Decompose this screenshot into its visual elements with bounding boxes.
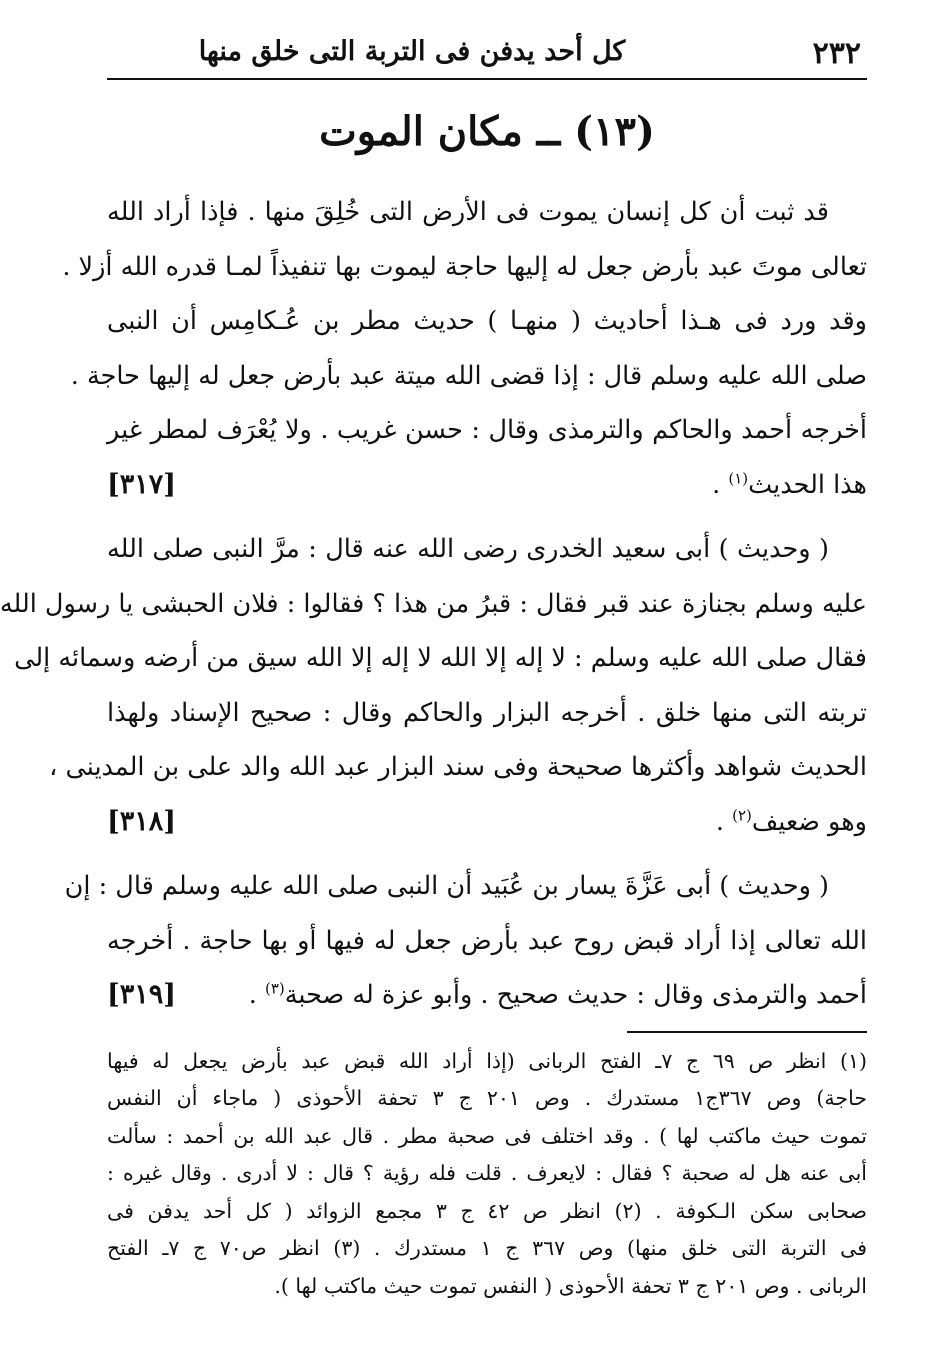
paragraph-2	[0, 522, 867, 849]
hadith-number: [٣١٧]	[107, 468, 177, 500]
hadith-number: [٣١٨]	[107, 805, 177, 837]
footnote-line: حاجة) وص ٣٦٧ج١ مستدرك . وص ٢٠١ ج ٣ تحفة الأحوذى ( ماجاء أن النفس	[107, 1086, 868, 1111]
footnotes	[107, 1043, 867, 1306]
last-line-text: هذا الحديث	[748, 469, 867, 500]
footnote-ref[interactable]: (١)	[728, 469, 749, 487]
footnote-line: فى التربة التى خلق منها) وص ٣٦٧ ج ١ مستدرك . (٣) انظر ص٧٠ ج ٧ـ الفتح	[107, 1236, 868, 1261]
text-line-last: وهو ضعيف$^{(٢)}$ . [٣١٨]	[107, 795, 867, 850]
text-line: تربته التى منها خلق . أخرجه البزار والحاكم وقال : صحيح الإسناد ولهذا	[107, 697, 867, 728]
text-line: الله تعالى إذا أراد قبض روح عبد بأرض جعل له فيها أو بها حاجة . أخرجه	[107, 925, 867, 956]
footnote-line: أبى عنه هل له صحبة ؟ فقال : لايعرف . قلت فله رؤية ؟ قال : لا أدرى . وقال غيره :	[107, 1161, 867, 1186]
footnote-ref[interactable]: (٢)	[732, 806, 752, 824]
page-number: ٢٣٢	[812, 36, 861, 71]
paragraph-3	[64, 859, 867, 1023]
text-line: وقد ورد فى هـذا أحاديث ( منهـا ) حديث مطر بن عُـكامِس أن النبى	[107, 306, 867, 336]
hadith-number: [٣١٩]	[107, 979, 177, 1010]
chapter-title: (١٣) ــ مكان الموت	[319, 108, 655, 155]
paragraph-1	[62, 185, 867, 512]
text-line-last: أحمد والترمذى وقال : حديث صحيح . وأبو عزة له صحبة$^{(٣)}$ . [٣١٩]	[107, 968, 867, 1023]
text-line: عليه وسلم بجنازة عند قبر فقال : قبرُ من هذا ؟ فقالوا : فلان الحبشى يا رسول الله	[0, 588, 867, 619]
body-text	[0, 185, 867, 1023]
footnote-line: صحابى سكن الـكوفة . (٢) انظر ص ٤٢ ج ٣ مجمع الزوائد ( كل أحد يدفن فى	[107, 1198, 867, 1223]
running-header	[107, 30, 867, 80]
text-line: قد ثبت أن كل إنسان يموت فى الأرض التى خُلِقَ منها . فإذا أراد الله	[107, 197, 829, 227]
text-line: تعالى موتَ عبد بأرض جعل له إليها حاجة ليموت بها تنفيذاً لمـا قدره الله أزلا .	[62, 251, 867, 282]
footnote-line: (١) انظر ص ٦٩ ج ٧ـ الفتح الربانى (إذا أراد الله قبض عبد بأرض يجعل له فيها	[107, 1048, 867, 1073]
book-page	[0, 30, 868, 1350]
last-line-text: أحمد والترمذى وقال : حديث صحيح . وأبو عزة له صحبة	[284, 980, 867, 1010]
footnote-line: الربانى . وص ٢٠١ ج ٣ تحفة الأحوذى ( النفس تموت حيث ماكتب لها ).	[274, 1274, 867, 1299]
text-line: فقال صلى الله عليه وسلم : لا إله إلا الله لا إله إلا الله سيق من أرضه وسمائه إلى	[14, 643, 867, 673]
text-line: الحديث شواهد وأكثرها صحيحة وفى سند البزار عبد الله والد على بن المدينى ،	[49, 752, 867, 782]
footnote-line: تموت حيث ماكتب لها ) . وقد اختلف فى صحبة مطر . قال عبد الله بن أحمد : سألت	[107, 1123, 867, 1148]
text-line: صلى الله عليه وسلم قال : إذا قضى الله ميتة عبد بأرض جعل له إليها حاجة .	[70, 360, 867, 391]
running-title: كل أحد يدفن فى التربة التى خلق منها	[198, 36, 626, 67]
text-line-last: هذا الحديث$^{(١)}$ . [٣١٧]	[107, 458, 867, 513]
text-line: أخرجه أحمد والحاكم والترمذى وقال : حسن غريب . ولا يُعْرَف لمطر غير	[107, 415, 867, 445]
last-line-text: وهو ضعيف	[751, 806, 867, 837]
text-line: ( وحديث ) أبى سعيد الخدرى رضى الله عنه قال : مرَّ النبى صلى الله	[107, 534, 829, 564]
footnote-ref[interactable]: (٣)	[264, 979, 285, 998]
footnote-divider	[627, 1031, 867, 1033]
text-line: ( وحديث ) أبى عَزَّةَ يسار بن عُبَيد أن النبى صلى الله عليه وسلم قال : إن	[64, 871, 829, 901]
